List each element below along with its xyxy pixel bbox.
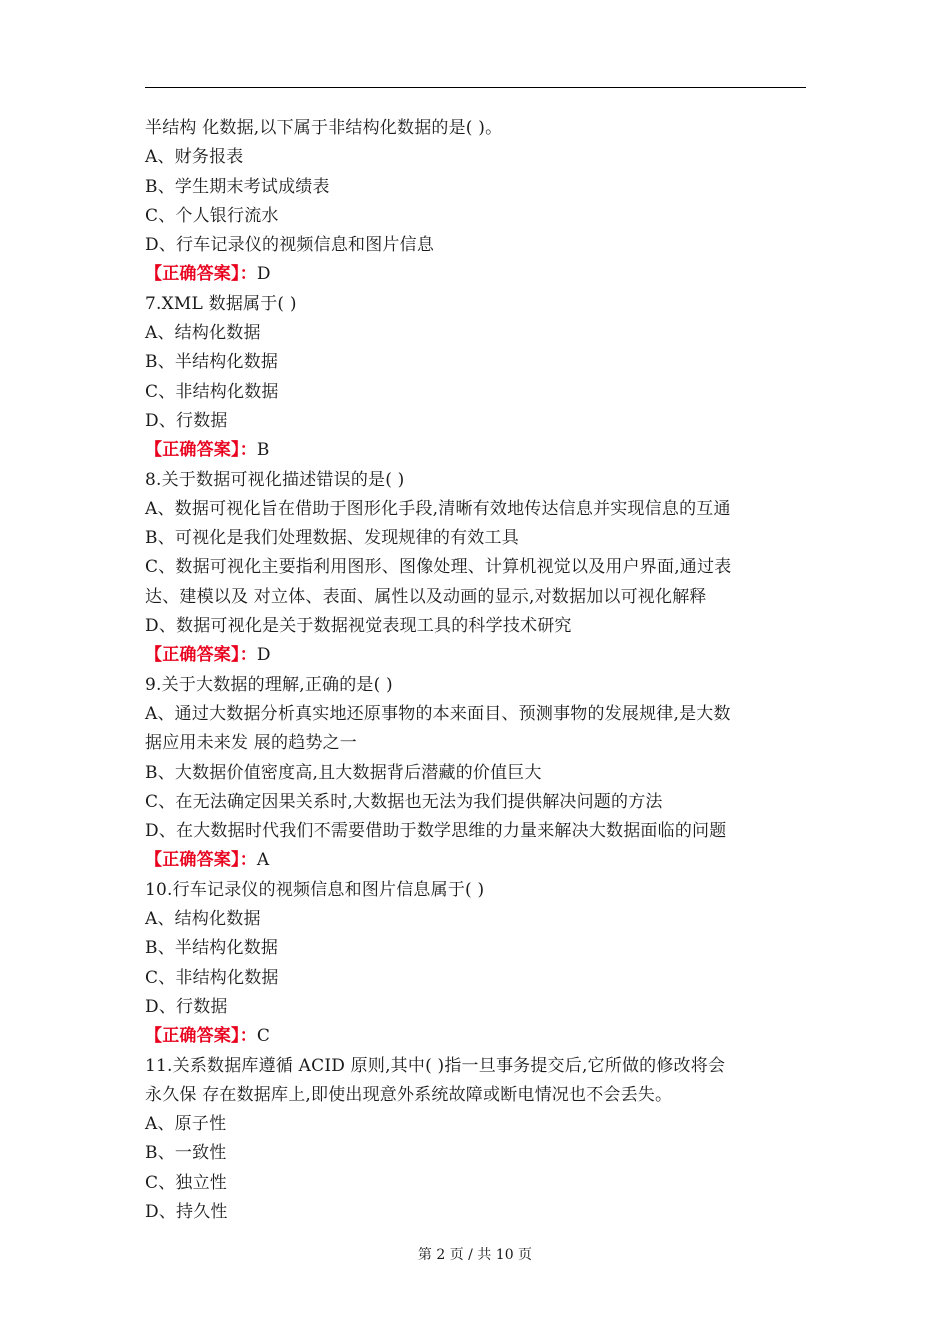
question-line: 9.关于大数据的理解,正确的是( ): [145, 674, 393, 695]
option-line: C、在无法确定因果关系时,大数据也无法为我们提供解决问题的方法: [145, 791, 663, 812]
answer-label: 【正确答案】：: [145, 645, 257, 666]
option-line: C、非结构化数据: [145, 967, 279, 988]
option-line: C、个人银行流水: [145, 205, 279, 226]
option-line: B、可视化是我们处理数据、发现规律的有效工具: [145, 528, 519, 549]
option-line: A、数据可视化旨在借助于图形化手段,清晰有效地传达信息并实现信息的互通: [145, 498, 731, 519]
answer-label: 【正确答案】：: [145, 264, 257, 285]
option-line: B、大数据价值密度高,且大数据背后潜藏的价值巨大: [145, 762, 542, 783]
answer-label: 【正确答案】：: [145, 1026, 257, 1047]
document-body: [145, 114, 815, 1227]
answer-line: [145, 260, 815, 289]
answer-label: 【正确答案】：: [145, 850, 257, 871]
option-line: C、非结构化数据: [145, 381, 279, 402]
option-line: 据应用未来发 展的趋势之一: [145, 733, 358, 754]
option-line: A、财务报表: [145, 147, 244, 168]
option-line: C、独立性: [145, 1172, 228, 1193]
option-line: D、行数据: [145, 996, 228, 1017]
option-line: D、行数据: [145, 410, 228, 431]
option-line: B、半结构化数据: [145, 352, 279, 373]
answer-line: [145, 436, 815, 465]
option-line: A、结构化数据: [145, 909, 261, 930]
page-footer: 第 2 页 / 共 10 页: [417, 1247, 533, 1263]
question-line: 8.关于数据可视化描述错误的是( ): [145, 469, 405, 490]
option-line: D、行车记录仪的视频信息和图片信息: [145, 235, 435, 256]
text-line: 永久保 存在数据库上,即使出现意外系统故障或断电情况也不会丢失。: [145, 1084, 673, 1105]
option-line: D、数据可视化是关于数据视觉表现工具的科学技术研究: [145, 616, 572, 637]
option-line: B、一致性: [145, 1143, 227, 1164]
header-rule: [145, 87, 806, 88]
option-line: A、原子性: [145, 1114, 227, 1135]
option-line: B、半结构化数据: [145, 938, 279, 959]
answer-label: 【正确答案】：: [145, 440, 257, 461]
answer-value: A: [256, 850, 270, 871]
option-line: D、持久性: [145, 1201, 228, 1222]
option-line: 达、建模以及 对立体、表面、属性以及动画的显示,对数据加以可视化解释: [145, 586, 707, 607]
text-line: 半结构 化数据,以下属于非结构化数据的是( )。: [145, 118, 503, 138]
answer-line: [145, 846, 815, 875]
answer-line: [145, 641, 815, 670]
question-line: 11.关系数据库遵循 ACID 原则,其中( )指一旦事务提交后,它所做的修改将会: [145, 1055, 726, 1076]
option-line: B、学生期末考试成绩表: [145, 176, 330, 197]
option-line: D、在大数据时代我们不需要借助于数学思维的力量来解决大数据面临的问题: [145, 821, 727, 842]
option-line: C、数据可视化主要指利用图形、图像处理、计算机视觉以及用户界面,通过表: [145, 557, 732, 578]
answer-value: C: [256, 1026, 271, 1047]
option-line: A、结构化数据: [145, 323, 261, 344]
answer-line: [145, 1022, 815, 1051]
answer-value: D: [256, 645, 271, 666]
answer-value: D: [256, 264, 271, 285]
option-line: A、通过大数据分析真实地还原事物的本来面目、预测事物的发展规律,是大数: [145, 703, 731, 724]
answer-value: B: [256, 440, 270, 461]
question-line: 10.行车记录仪的视频信息和图片信息属于( ): [145, 879, 485, 900]
question-line: 7.XML 数据属于( ): [145, 293, 297, 314]
